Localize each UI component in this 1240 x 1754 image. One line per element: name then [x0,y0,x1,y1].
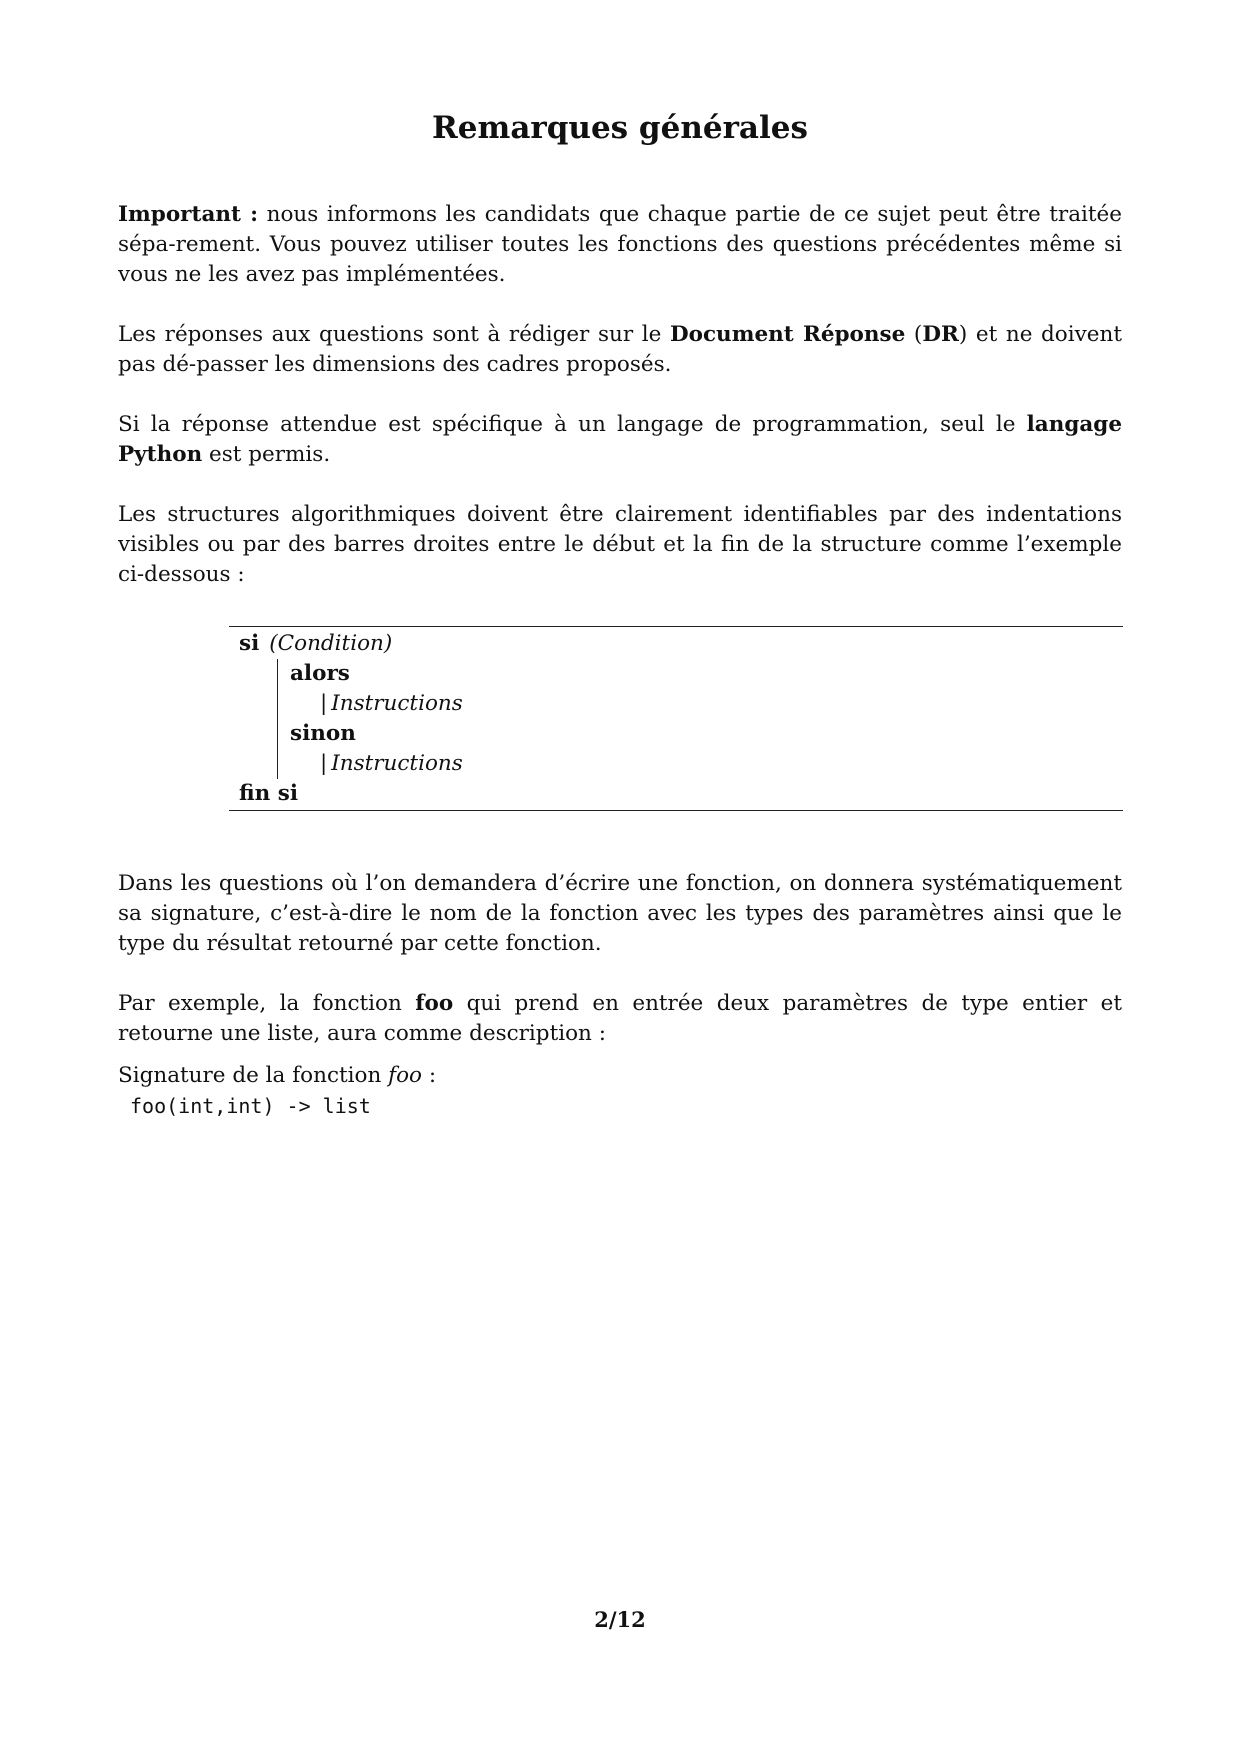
algo-end-line [239,779,1123,809]
text-fragment: Par exemple, la fonction [118,991,416,1016]
algorithm-example [229,626,1123,811]
important-label: Important : [118,202,259,227]
algo-if-keyword: si [239,631,260,656]
algo-then-line [290,659,1123,689]
text-fragment: ) et ne doivent pas dé-passer les dimensions des cadres proposés. [118,322,1122,377]
algo-then-keyword: alors [290,661,350,686]
instructions-label: Instructions [331,691,463,716]
text-fragment: Les réponses aux questions sont à rédiger sur le [118,322,670,347]
signature-label [118,1061,1122,1091]
python-term: langage Python [118,412,1122,467]
paragraph-signature-info: Dans les questions où l’on demandera d’écrire une fonction, on donnera systématiquement sa signature, c’est-à-dire le nom de la fonction avec les types des paramètres ainsi que le type du résultat retourné par cette fonction. [118,871,1122,956]
text-fragment: qui prend en entrée deux paramètres de type entier et retourne une liste, aura comme description : [118,991,1122,1046]
algo-else-instructions [290,749,1123,779]
algo-condition: (Condition) [269,631,393,656]
algo-then-instructions [290,689,1123,719]
algo-nested-block [277,659,1123,779]
algo-end-keyword: fin si [239,781,299,806]
paragraph-document-reponse [118,320,1122,380]
instructions-text [320,691,463,716]
paragraph-foo-example [118,989,1122,1049]
text-fragment: Si la réponse attendue est spécifique à un langage de programmation, seul le [118,412,1027,437]
document-reponse-term: Document Réponse [669,322,906,347]
vertical-bar: | [320,751,328,776]
algo-else-line [290,719,1123,749]
instructions-text [320,751,463,776]
algo-else-keyword: sinon [290,721,356,746]
algo-if-line [239,629,1123,659]
signature-code: foo(int,int) -> list [130,1094,371,1118]
function-name: foo [388,1063,422,1088]
important-text: nous informons les candidats que chaque partie de ce sujet peut être traitée sépa-rement. Vous pouvez utiliser toutes les fonctions des questions précédentes même si vous ne les avez pas implémentées. [118,202,1122,287]
vertical-bar: | [320,691,328,716]
paragraph-python [118,410,1122,470]
page-number: 2/12 [594,1607,646,1632]
text-fragment: : [422,1063,437,1088]
text-fragment: ( [905,322,923,347]
page-title: Remarques générales [432,110,808,146]
text-fragment: est permis. [202,442,331,467]
instructions-label: Instructions [331,751,463,776]
page-content [118,200,1122,1121]
paragraph-structures: Les structures algorithmiques doivent être clairement identifiables par des indentations visibles ou par des barres droites entre le début et la fin de la structure comme l’exemple ci-dessous : [118,502,1122,587]
dr-abbrev: DR [922,322,959,347]
paragraph-important [118,200,1122,290]
text-fragment: Signature de la fonction [118,1063,389,1088]
foo-term: foo [415,991,454,1016]
